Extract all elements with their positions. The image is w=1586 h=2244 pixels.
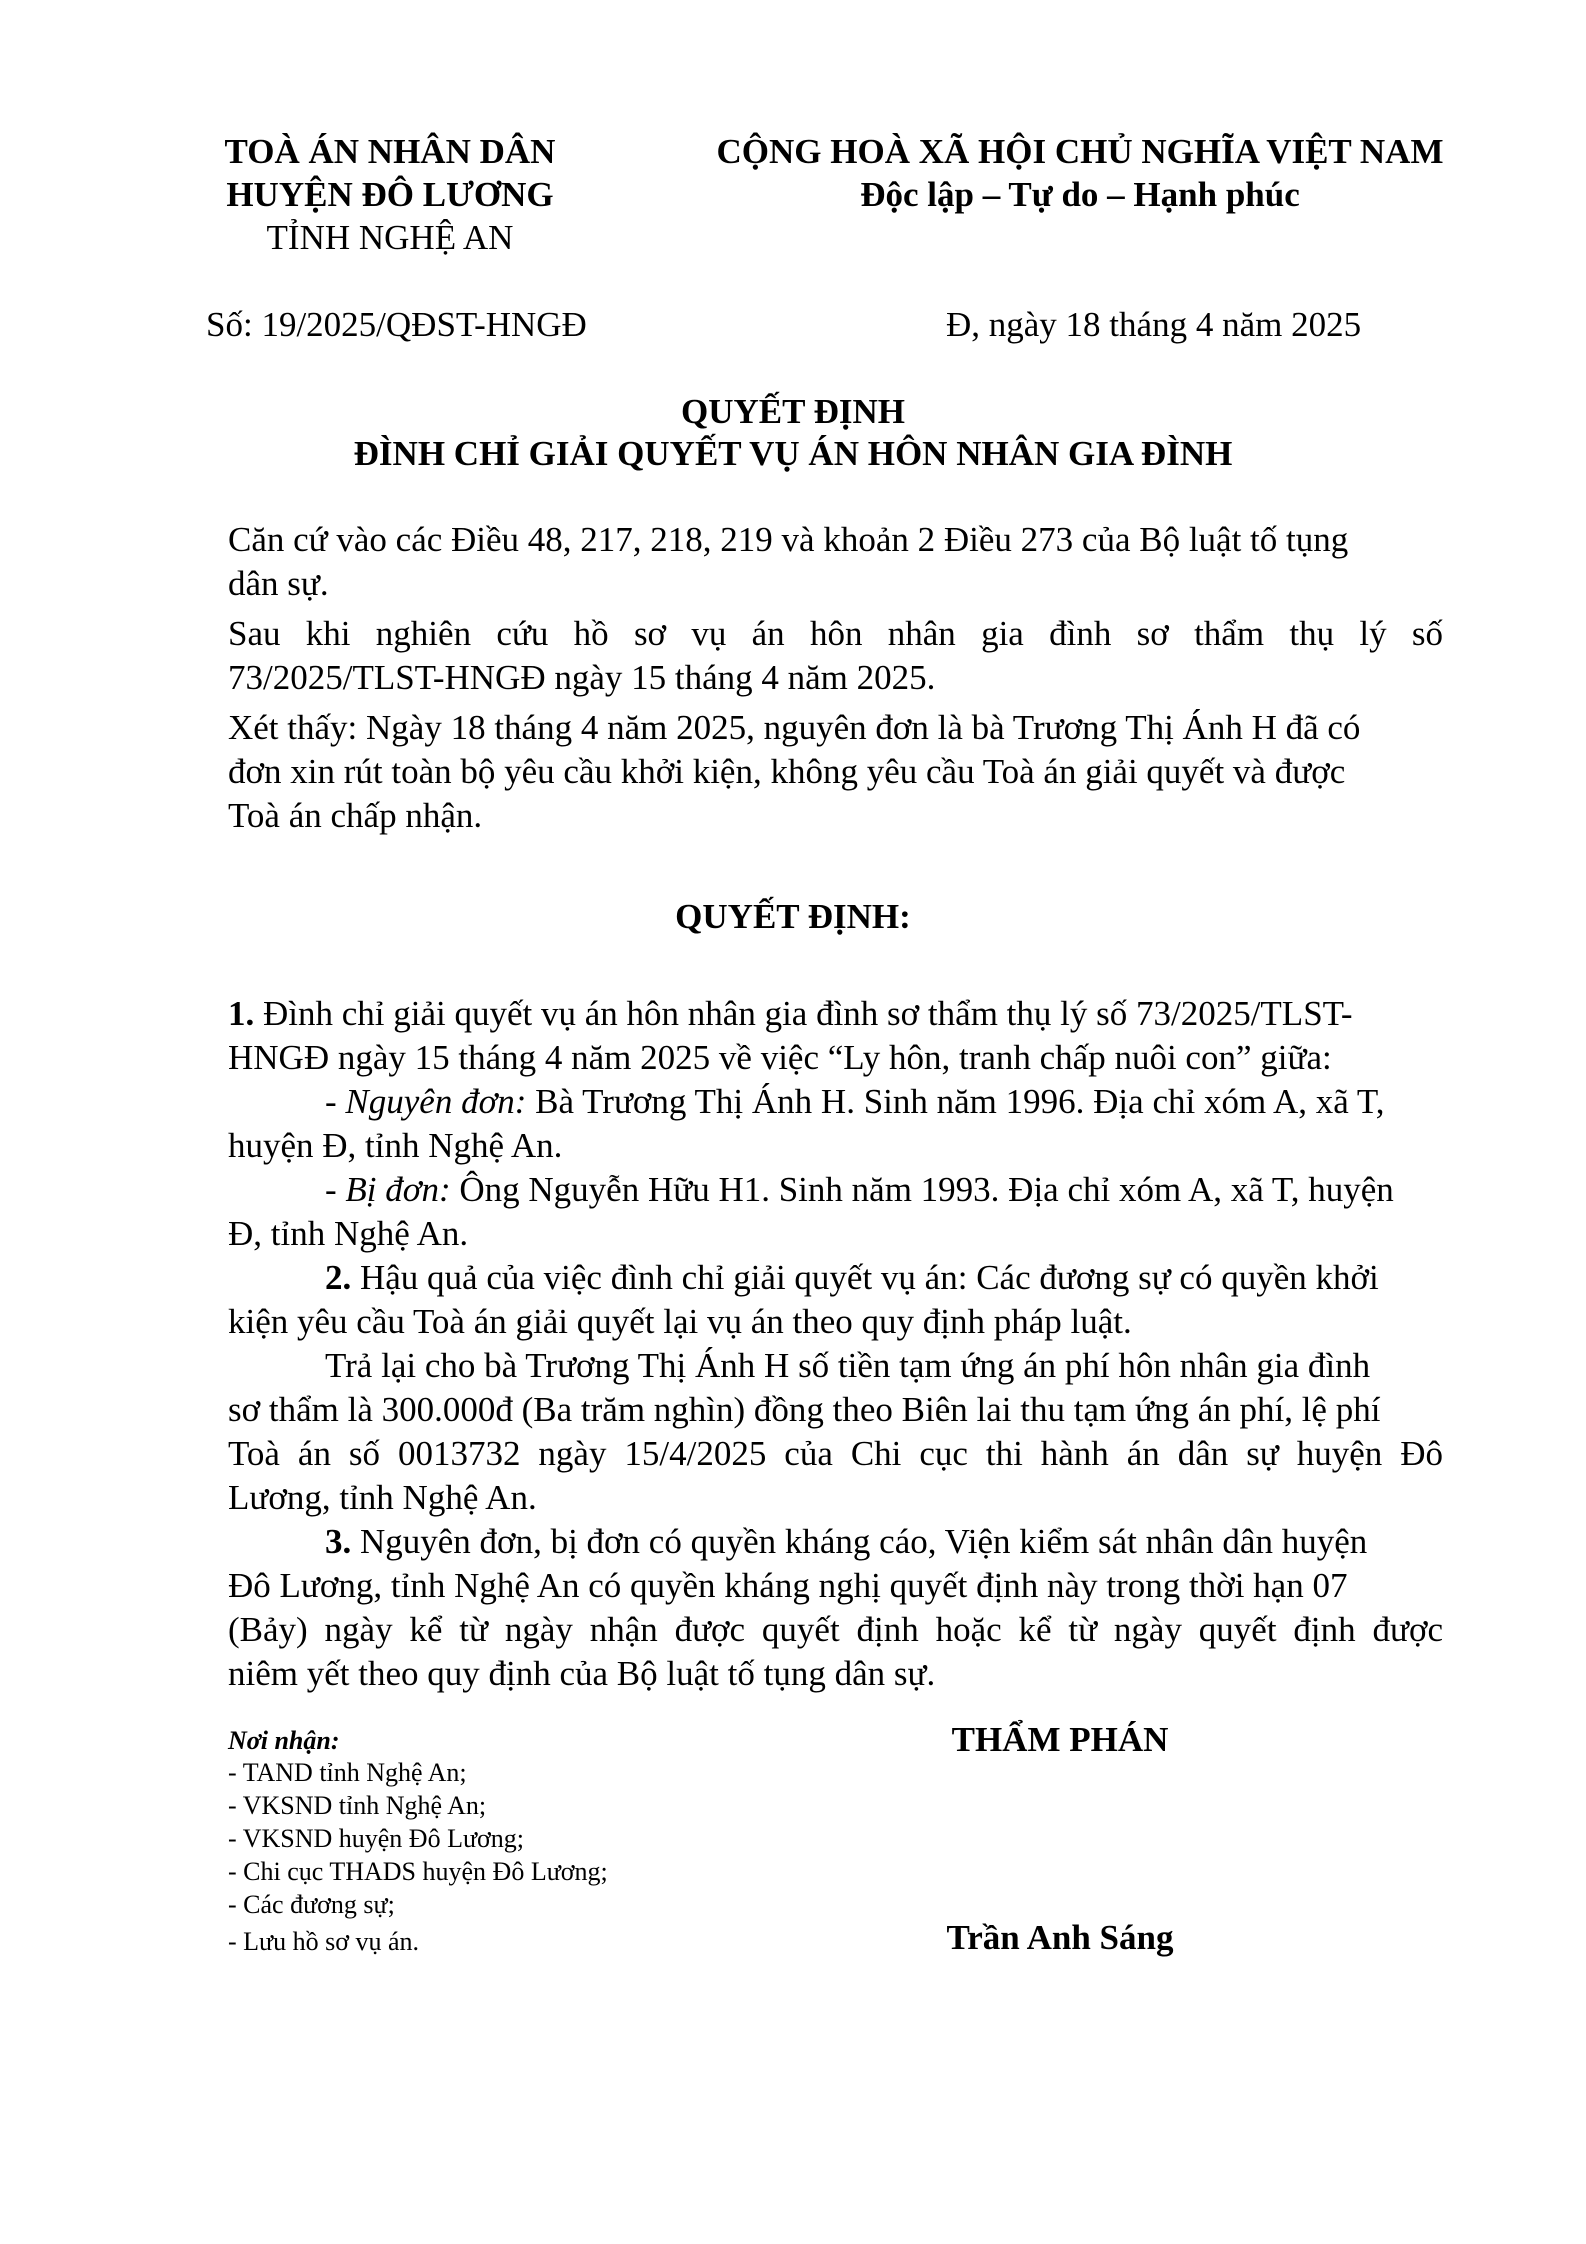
- national-motto: Độc lập – Tự do – Hạnh phúc: [860, 175, 1300, 214]
- decision-heading: QUYẾT ĐỊNH:: [675, 897, 911, 936]
- item-1-number: 1.: [228, 994, 255, 1033]
- item-3-line4: niêm yết theo quy định của Bộ luật tố tụng dân sự.: [228, 1654, 936, 1693]
- consideration-line2: đơn xin rút toàn bộ yêu cầu khởi kiện, không yêu cầu Toà án giải quyết và được: [228, 752, 1346, 791]
- refund-line2: sơ thẩm là 300.000đ (Ba trăm nghìn) đồng theo Biên lai thu tạm ứng án phí, lệ phí: [228, 1390, 1381, 1429]
- document-number: Số: 19/2025/QĐST-HNGĐ: [206, 305, 587, 344]
- item-2-number: 2.: [325, 1258, 352, 1297]
- refund-line3: Toà án số 0013732 ngày 15/4/2025 của Chi cục thi hành án dân sự huyện Đô: [228, 1434, 1443, 1473]
- case-study-line1: Sau khi nghiên cứu hồ sơ vụ án hôn nhân gia đình sơ thẩm thụ lý số: [228, 614, 1443, 653]
- recipient-item: - Chi cục THADS huyện Đô Lương;: [228, 1857, 608, 1886]
- national-title: CỘNG HOÀ XÃ HỘI CHỦ NGHĨA VIỆT NAM: [716, 132, 1444, 171]
- consideration-line3: Toà án chấp nhận.: [228, 796, 483, 835]
- recipient-item: - Lưu hồ sơ vụ án.: [228, 1927, 420, 1956]
- judge-title: THẨM PHÁN: [951, 1720, 1169, 1759]
- recipients-label: Nơi nhận:: [228, 1726, 340, 1755]
- item-2-line2: kiện yêu cầu Toà án giải quyết lại vụ án theo quy định pháp luật.: [228, 1302, 1132, 1341]
- item-3-line1: Nguyên đơn, bị đơn có quyền kháng cáo, Viện kiểm sát nhân dân huyện: [351, 1522, 1368, 1561]
- item-1-line2: HNGĐ ngày 15 tháng 4 năm 2025 về việc “Ly hôn, tranh chấp nuôi con” giữa:: [228, 1038, 1332, 1077]
- defendant-label: Bị đơn:: [345, 1170, 451, 1209]
- legal-basis-line2: dân sự.: [228, 564, 329, 603]
- document-title: QUYẾT ĐỊNH: [681, 392, 905, 431]
- recipient-item: - VKSND tỉnh Nghệ An;: [228, 1791, 487, 1820]
- item-2-line1: Hậu quả của việc đình chỉ giải quyết vụ án: Các đương sự có quyền khởi: [351, 1258, 1379, 1297]
- recipient-item: - Các đương sự;: [228, 1890, 395, 1919]
- plaintiff-block: - Nguyên đơn: Bà Trương Thị Ánh H. Sinh năm 1996. Địa chỉ xóm A, xã T, huyện Đ, tỉnh Nghệ An.: [228, 1080, 1443, 1168]
- defendant-line1: Ông Nguyễn Hữu H1. Sinh năm 1993. Địa chỉ xóm A, xã T, huyện: [450, 1170, 1394, 1209]
- refund-paragraph: [228, 1344, 1443, 1520]
- defendant-line2: Đ, tỉnh Nghệ An.: [228, 1214, 469, 1253]
- plaintiff-line2: huyện Đ, tỉnh Nghệ An.: [228, 1126, 563, 1165]
- legal-basis-paragraph: [228, 518, 1443, 606]
- item-3-line3: (Bảy) ngày kể từ ngày nhận được quyết định hoặc kể từ ngày quyết định được: [228, 1610, 1443, 1649]
- case-study-line2: 73/2025/TLST-HNGĐ ngày 15 tháng 4 năm 2025.: [228, 658, 936, 697]
- court-name-line2: HUYỆN ĐÔ LƯƠNG: [226, 175, 554, 214]
- decision-item-2: [228, 1256, 1443, 1344]
- place-date: Đ, ngày 18 tháng 4 năm 2025: [946, 305, 1362, 344]
- consideration-line1: Xét thấy: Ngày 18 tháng 4 năm 2025, nguyên đơn là bà Trương Thị Ánh H đã có: [228, 708, 1361, 747]
- court-name-line3: TỈNH NGHỆ AN: [266, 218, 514, 257]
- decision-item-1: [228, 992, 1443, 1080]
- plaintiff-line1: Bà Trương Thị Ánh H. Sinh năm 1996. Địa chỉ xóm A, xã T,: [526, 1082, 1385, 1121]
- case-study-paragraph: [228, 612, 1443, 700]
- court-name-line1: TOÀ ÁN NHÂN DÂN: [224, 132, 556, 171]
- refund-line1: Trả lại cho bà Trương Thị Ánh H số tiền tạm ứng án phí hôn nhân gia đình: [325, 1346, 1371, 1385]
- legal-basis-line1: Căn cứ vào các Điều 48, 217, 218, 219 và khoản 2 Điều 273 của Bộ luật tố tụng: [228, 520, 1349, 559]
- defendant-block: - Bị đơn: Ông Nguyễn Hữu H1. Sinh năm 1993. Địa chỉ xóm A, xã T, huyện Đ, tỉnh Nghệ An.: [228, 1168, 1443, 1256]
- item-3-line2: Đô Lương, tỉnh Nghệ An có quyền kháng nghị quyết định này trong thời hạn 07: [228, 1566, 1348, 1605]
- decision-item-3: [228, 1520, 1443, 1696]
- consideration-paragraph: [228, 706, 1443, 838]
- refund-line4: Lương, tỉnh Nghệ An.: [228, 1478, 537, 1517]
- plaintiff-label: Nguyên đơn:: [345, 1082, 527, 1121]
- document-subtitle: ĐÌNH CHỈ GIẢI QUYẾT VỤ ÁN HÔN NHÂN GIA ĐÌNH: [353, 434, 1233, 473]
- item-3-number: 3.: [325, 1522, 352, 1561]
- recipient-item: - VKSND huyện Đô Lương;: [228, 1824, 525, 1853]
- judge-name: Trần Anh Sáng: [946, 1918, 1174, 1957]
- recipient-item: - TAND tỉnh Nghệ An;: [228, 1758, 467, 1787]
- item-1-line1: Đình chỉ giải quyết vụ án hôn nhân gia đình sơ thẩm thụ lý số 73/2025/TLST-: [263, 994, 1353, 1033]
